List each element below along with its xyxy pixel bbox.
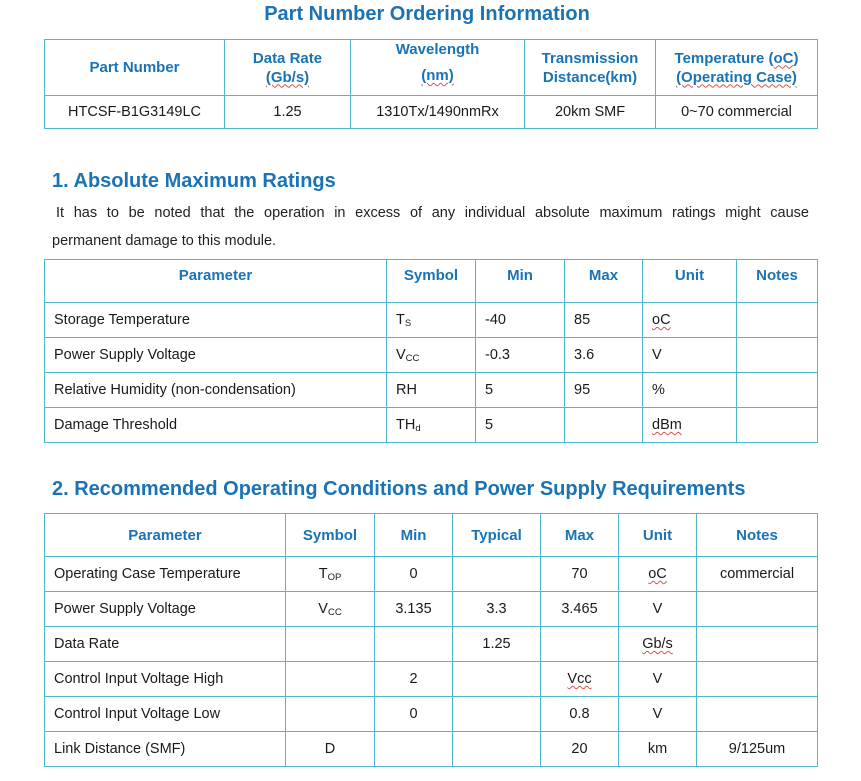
ordering-wavelength: 1310Tx/1490nmRx [351,96,525,129]
unit-value: % [652,382,665,398]
abs-header-unit: Unit [643,260,737,303]
notes-cell [697,592,818,627]
symbol-subscript: CC [405,352,420,364]
symbol-main: D [324,740,336,757]
max-value: 70 [571,566,588,582]
symbol-subscript: OP [327,571,342,583]
symbol-subscript: d [415,422,421,434]
header-distance [525,40,656,96]
min-cell: -40 [476,303,565,338]
max-cell: 3.6 [565,338,643,373]
ordering-table [44,39,818,129]
notes-cell: 9/125um [697,732,818,767]
abs-header-max: Max [565,260,643,303]
ordering-data-rate: 1.25 [225,96,351,129]
unit-cell [619,662,697,697]
table-row [45,697,818,732]
parameter-cell: Operating Case Temperature [45,557,286,592]
max-value: 20 [571,741,588,757]
unit-value: V [652,706,663,722]
parameter-cell: Data Rate [45,627,286,662]
header-data-rate [225,40,351,96]
table-row [45,662,818,697]
header-distance-line1: Transmission [541,49,639,67]
min-cell [375,627,453,662]
max-cell [541,592,619,627]
unit-cell [643,303,737,338]
min-cell: 3.135 [375,592,453,627]
unit-value: V [652,347,662,363]
typical-cell [453,557,541,592]
symbol-main: T [318,565,328,582]
max-value: Vcc [567,671,592,687]
symbol-main: V [318,600,328,617]
unit-value: Gb/s [642,636,673,652]
min-cell: 5 [476,373,565,408]
rec-header-symbol: Symbol [286,514,375,557]
header-part-number: Part Number [45,40,225,96]
header-temperature [656,40,818,96]
parameter-cell: Power Supply Voltage [45,338,387,373]
max-value: 3.465 [561,601,598,617]
unit-value: V [652,671,663,687]
min-cell: 0 [375,697,453,732]
parameter-cell: Storage Temperature [45,303,387,338]
ordering-temperature: 0~70 commercial [656,96,818,129]
rec-header-unit: Unit [619,514,697,557]
header-wavelength-line1: Wavelength [395,41,480,58]
header-temperature-line2: (Operating Case) [676,68,797,86]
symbol-main: RH [396,381,417,398]
table-row [45,557,818,592]
table-row [45,373,818,408]
symbol-cell [286,697,375,732]
table-row [45,303,818,338]
parameter-cell: Control Input Voltage Low [45,697,286,732]
rec-header-min: Min [375,514,453,557]
typical-cell [453,732,541,767]
abs-max-table [44,259,818,443]
parameter-cell: Link Distance (SMF) [45,732,286,767]
abs-max-note-line2: permanent damage to this module. [52,233,277,249]
max-cell [565,408,643,443]
typical-cell [453,697,541,732]
symbol-cell [387,408,476,443]
header-data-rate-line2: (Gb/s) [265,68,310,86]
unit-cell [619,732,697,767]
table-row [45,592,818,627]
notes-cell [737,338,818,373]
notes-cell [737,408,818,443]
section-title-abs-max: 1. Absolute Maximum Ratings [52,170,336,192]
typical-cell: 1.25 [453,627,541,662]
max-cell: 95 [565,373,643,408]
min-cell [375,732,453,767]
min-cell: 0 [375,557,453,592]
rec-header-max: Max [541,514,619,557]
typical-cell: 3.3 [453,592,541,627]
section-title-rec-op: 2. Recommended Operating Conditions and Power Supply Requirements [52,478,746,500]
max-value: 0.8 [569,706,590,722]
parameter-cell: Damage Threshold [45,408,387,443]
abs-max-note [52,199,809,255]
header-temperature-pre: Temperature ( [674,49,774,67]
min-cell: 5 [476,408,565,443]
abs-header-notes: Notes [737,260,818,303]
table-row [45,627,818,662]
symbol-cell [286,627,375,662]
table-row [45,408,818,443]
symbol-cell [286,662,375,697]
unit-cell [619,627,697,662]
rec-header-typical: Typical [453,514,541,557]
degree-celsius-symbol: oC [773,49,794,67]
symbol-subscript: CC [327,606,342,618]
min-cell: -0.3 [476,338,565,373]
notes-cell: commercial [697,557,818,592]
symbol-subscript: S [404,317,412,329]
ordering-distance: 20km SMF [525,96,656,129]
unit-value: km [647,741,668,757]
table-row [45,732,818,767]
abs-header-parameter: Parameter [45,260,387,303]
symbol-cell [286,732,375,767]
symbol-main: TH [396,416,416,433]
table-row [45,338,818,373]
parameter-cell: Relative Humidity (non-condensation) [45,373,387,408]
max-cell [541,697,619,732]
symbol-main: T [396,311,405,328]
notes-cell [697,627,818,662]
max-cell [541,557,619,592]
symbol-cell [286,557,375,592]
header-distance-line2: Distance(km) [542,68,638,86]
notes-cell [737,303,818,338]
unit-value: dBm [652,417,682,433]
rec-op-table [44,513,818,767]
notes-cell [737,373,818,408]
symbol-main: V [396,346,406,363]
max-cell [541,627,619,662]
unit-cell [619,557,697,592]
max-cell [541,732,619,767]
unit-cell [643,338,737,373]
unit-value: oC [648,566,667,582]
rec-header-notes: Notes [697,514,818,557]
min-cell: 2 [375,662,453,697]
symbol-cell [286,592,375,627]
abs-header-min: Min [476,260,565,303]
unit-value: V [652,601,663,617]
notes-cell [697,662,818,697]
unit-cell [643,373,737,408]
unit-cell [619,697,697,732]
abs-max-note-line1: It has to be noted that the operation in excess of any individual absolute maximum ratings might cause [56,205,809,221]
parameter-cell: Power Supply Voltage [45,592,286,627]
header-wavelength [351,40,525,96]
header-data-rate-line1: Data Rate [252,49,323,67]
page-title: Part Number Ordering Information [264,3,590,25]
header-wavelength-line2: (nm) [421,67,454,84]
symbol-cell [387,303,476,338]
header-temperature-post: ) [793,49,799,67]
parameter-cell: Control Input Voltage High [45,662,286,697]
ordering-part-number: HTCSF-B1G3149LC [45,96,225,129]
abs-header-symbol: Symbol [387,260,476,303]
max-cell: 85 [565,303,643,338]
max-cell [541,662,619,697]
rec-header-parameter: Parameter [45,514,286,557]
symbol-cell [387,373,476,408]
unit-cell [619,592,697,627]
unit-cell [643,408,737,443]
notes-cell [697,697,818,732]
unit-value: oC [652,312,671,328]
typical-cell [453,662,541,697]
symbol-cell [387,338,476,373]
